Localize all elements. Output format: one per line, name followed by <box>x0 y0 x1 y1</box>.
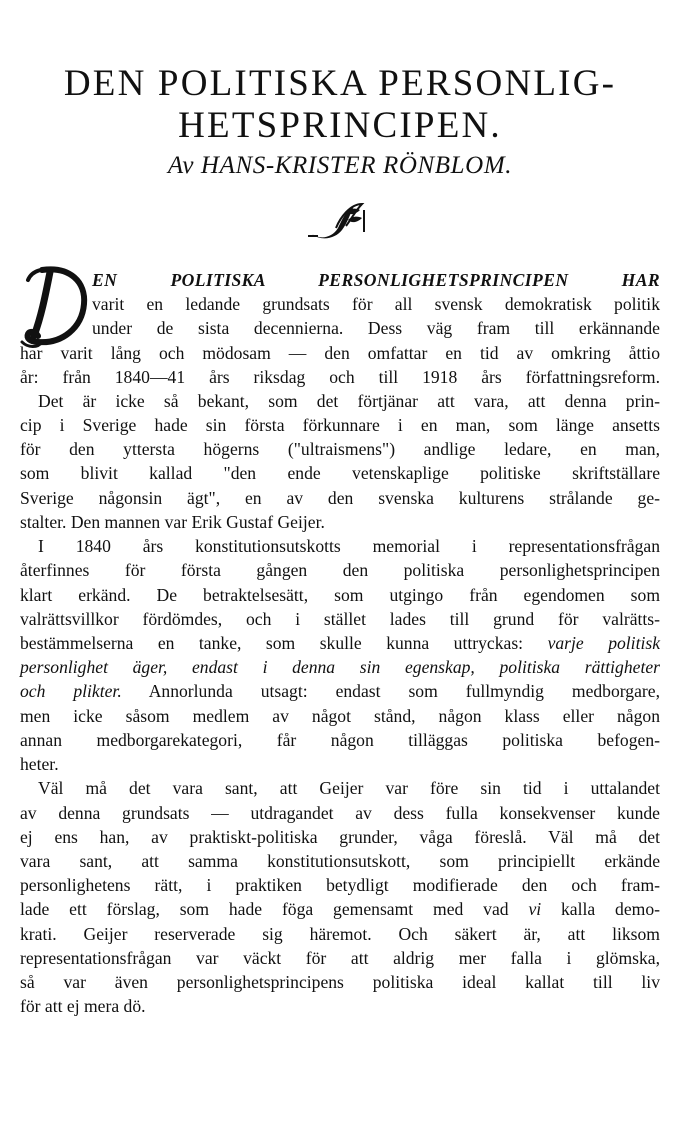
text-line-16 <box>20 631 660 655</box>
text-line-24: ej ens han, av praktiskt-politiska grunder, våga föreslå. Väl må det <box>20 827 660 847</box>
author-byline: Av HANS-KRISTER RÖNBLOM. <box>167 152 513 179</box>
text-line-27-italic: vi <box>528 899 542 919</box>
text-line-27 <box>20 897 660 921</box>
text-line-25: vara sant, att samma konstitutionsutskott, som principiellt erkände <box>20 851 660 871</box>
text-line-6: Det är icke så bekant, som det förtjänar att vara, att denna prin- <box>38 391 660 411</box>
text-line-18 <box>20 679 660 703</box>
text-line-26: personlighetens rätt, i praktiken betydligt modifierade den och fram- <box>20 875 660 895</box>
text-line-12: I 1840 års konstitutionsutskotts memorial i representationsfrågan <box>38 536 660 556</box>
text-line-8: för den yttersta högerns ("ultraismens") andlige ledare, en man, <box>20 439 660 459</box>
text-line-31: för att ej mera dö. <box>20 996 146 1016</box>
text-line-16-italic: varje politisk <box>547 633 660 653</box>
text-line-23: av denna grundsats — utdragandet av dess fulla konsekvenser kunde <box>20 803 660 823</box>
text-line-1 <box>92 268 660 292</box>
text-line-21: heter. <box>20 754 59 774</box>
text-line-19: men icke såsom medlem av något stånd, någon klass eller någon <box>20 706 660 726</box>
fleuron-icon <box>306 198 370 244</box>
dropcap-d <box>20 262 90 352</box>
text-line-7: cip i Sverige hade sin första förkunnare i en man, som länge ansetts <box>20 415 660 435</box>
text-line-27-roman-a: lade ett förslag, som hade föga gemensamt med vad <box>20 899 529 919</box>
dropcap-continuation: EN POLITISKA PERSONLIGHETSPRINCIPEN HAR <box>92 270 660 290</box>
text-line-14: klart erkänd. De betraktelsesätt, som utgingo från egendomen som <box>20 585 660 605</box>
text-line-2: varit en ledande grundsats för all svensk demokratisk politik <box>92 294 660 314</box>
text-line-3: under de sista decennierna. Dess väg fram till erkännande <box>92 318 660 338</box>
title-line-2: HETSPRINCIPEN. <box>178 105 502 146</box>
text-line-11: stalter. Den mannen var Erik Gustaf Geijer. <box>20 512 325 532</box>
text-line-30: så var även personlighetsprincipens politiska ideal kallat till liv <box>20 972 660 992</box>
text-line-27-roman-b: kalla demo- <box>541 899 660 919</box>
text-line-13: återfinnes för första gången den politiska personlighetsprincipen <box>20 560 660 580</box>
text-line-17: personlighet äger, endast i denna sin egenskap, politiska rättigheter <box>20 657 660 677</box>
text-line-10: Sverige någonsin ägt", en av den svenska kulturens strålande ge- <box>20 488 660 508</box>
text-line-22: Väl må det vara sant, att Geijer var före sin tid i uttalandet <box>38 778 660 798</box>
text-line-29: representationsfrågan var väckt för att aldrig mer falla i glömska, <box>20 948 660 968</box>
text-line-5: år: från 1840—41 års riksdag och till 1918 års författningsreform. <box>20 367 660 387</box>
text-line-18-italic: och plikter. <box>20 681 122 701</box>
text-line-9: som blivit kallad "den ende vetenskaplige politiske skriftställare <box>20 463 660 483</box>
text-line-28: krati. Geijer reserverade sig häremot. Och säkert är, att liksom <box>20 924 660 944</box>
title-line-1: DEN POLITISKA PERSONLIG- <box>63 63 617 104</box>
text-line-20: annan medborgarekategori, får någon tilläggas politiska befogen- <box>20 730 660 750</box>
text-line-15: valrättsvillkor fördömdes, och i stället lades till grund för valrätts- <box>20 609 660 629</box>
text-line-16-roman: bestämmelserna en tanke, som skulle kunna uttryckas: <box>20 633 548 653</box>
text-line-18-roman: Annorlunda utsagt: endast som fullmyndig medborgare, <box>121 681 660 701</box>
text-line-4: har varit lång och mödosam — den omfattar en tid av omkring åttio <box>20 343 660 363</box>
